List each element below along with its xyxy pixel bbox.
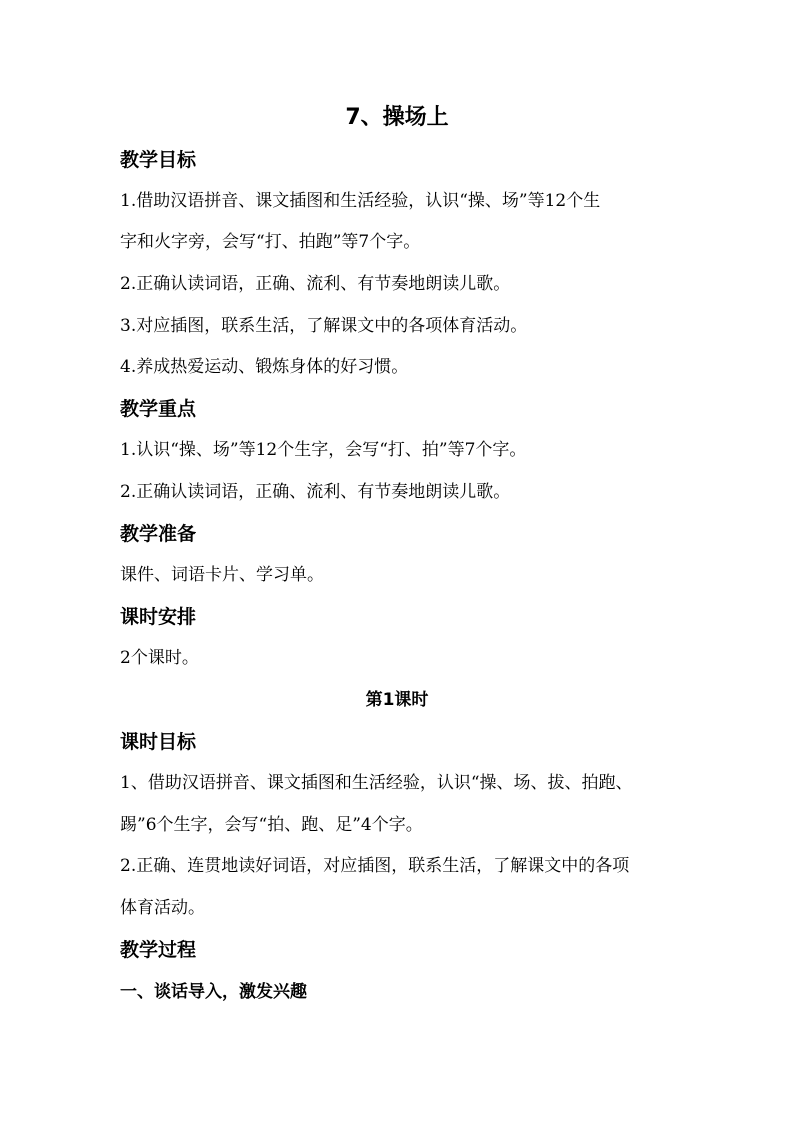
section-heading-lesson-goals: 课时目标 (120, 731, 197, 753)
goals-line-4: 3.对应插图，联系生活，了解课文中的各项体育活动。 (120, 316, 528, 336)
section-heading-preparation: 教学准备 (120, 523, 197, 545)
page-title: 7、操场上 (345, 105, 449, 130)
section-heading-schedule: 课时安排 (120, 606, 197, 628)
lesson-goals-line-2: 踢”6个生字，会写“拍、跑、足”4个字。 (120, 815, 423, 835)
lesson-1-title: 第1课时 (365, 690, 429, 710)
lesson-goals-line-4: 体育活动。 (120, 898, 205, 918)
goals-line-2: 字和火字旁，会写“打、拍跑”等7个字。 (120, 232, 421, 252)
goals-line-3: 2.正确认读词语，正确、流利、有节奏地朗读儿歌。 (120, 274, 511, 294)
lesson-goals-line-1: 1、借助汉语拼音、课文插图和生活经验，认识“操、场、拔、拍跑、 (120, 773, 633, 793)
goals-line-1: 1.借助汉语拼音、课文插图和生活经验，认识“操、场”等12个生 (120, 191, 601, 211)
key-points-line-1: 1.认识“操、场”等12个生字，会写“打、拍”等7个字。 (120, 440, 527, 460)
section-heading-goals: 教学目标 (120, 149, 197, 171)
preparation-line-1: 课件、词语卡片、学习单。 (120, 565, 324, 585)
process-step-1: 一、谈话导入，激发兴趣 (120, 982, 307, 1002)
goals-line-5: 4.养成热爱运动、锻炼身体的好习惯。 (120, 357, 409, 377)
section-heading-key-points: 教学重点 (120, 398, 197, 420)
section-heading-process: 教学过程 (120, 939, 197, 961)
key-points-line-2: 2.正确认读词语，正确、流利、有节奏地朗读儿歌。 (120, 482, 511, 502)
schedule-line-1: 2个课时。 (120, 648, 199, 668)
lesson-goals-line-3: 2.正确、连贯地读好词语，对应插图，联系生活，了解课文中的各项 (120, 856, 630, 876)
